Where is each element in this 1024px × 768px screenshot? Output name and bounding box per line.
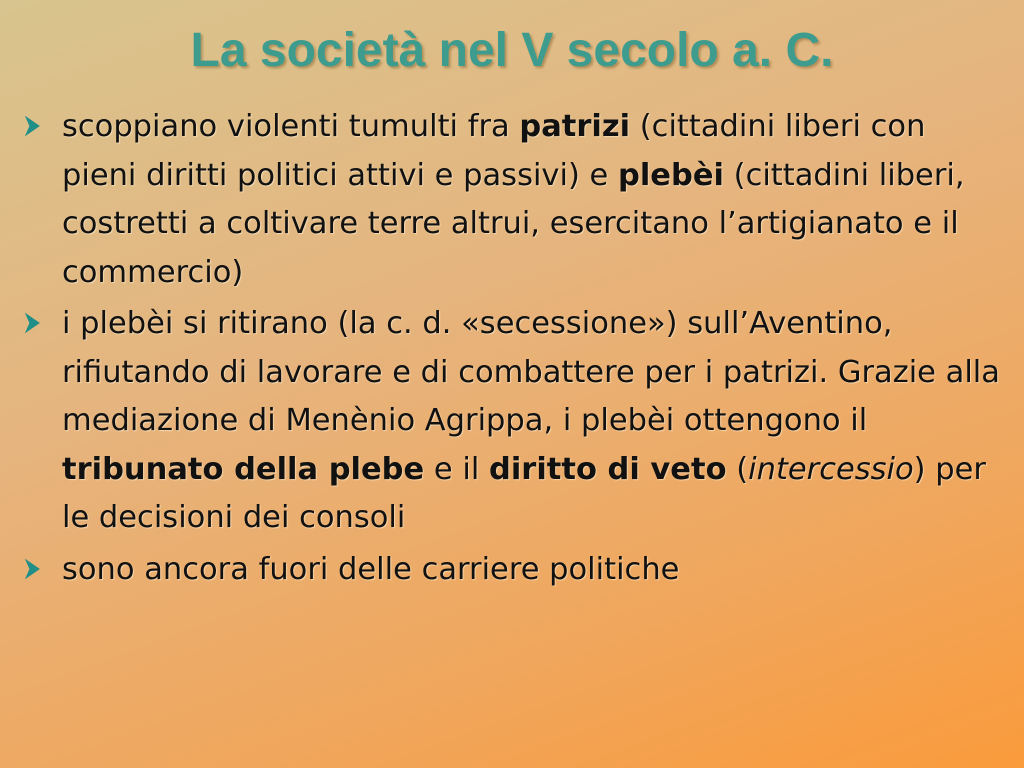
bold-term: tribunato della plebe xyxy=(62,451,425,487)
bold-term: plebèi xyxy=(618,157,724,193)
slide-title: La società nel V secolo a. C. xyxy=(190,24,834,77)
italic-term: intercessio xyxy=(748,451,914,487)
bold-term: patrizi xyxy=(519,109,631,144)
bullet-text: ( xyxy=(726,451,749,487)
bullet-item xyxy=(22,103,1007,297)
bullet-text: (cittadini liberi, costretti a coltivare terre altrui, esercitano l’artigianato e il commercio) xyxy=(62,157,965,290)
bold-term: diritto di veto xyxy=(489,451,727,487)
bullet-text: e il xyxy=(424,451,489,487)
chevron-arrow-icon xyxy=(22,115,44,137)
bullet-text: scoppiano violenti tumulti fra xyxy=(62,109,520,144)
bullet-text: ) per le decisioni dei consoli xyxy=(62,451,986,535)
bullet-list xyxy=(22,103,1007,597)
bullet-item xyxy=(22,300,1007,543)
chevron-arrow-icon xyxy=(22,312,44,334)
bullet-text: (cittadini liberi con pieni diritti politici attivi e passivi) e xyxy=(62,109,926,193)
bullet-item xyxy=(22,546,1007,595)
chevron-arrow-icon xyxy=(22,558,44,580)
bullet-text: sono ancora fuori delle carriere politiche xyxy=(62,551,680,587)
bullet-text: i plebèi si ritirano (la c. d. «secessione») sull’Aventino, rifiutando di lavorare e di combattere per i patrizi. Grazie alla mediazione di Menènio Agrippa, i plebèi ottengono il xyxy=(62,306,1000,438)
